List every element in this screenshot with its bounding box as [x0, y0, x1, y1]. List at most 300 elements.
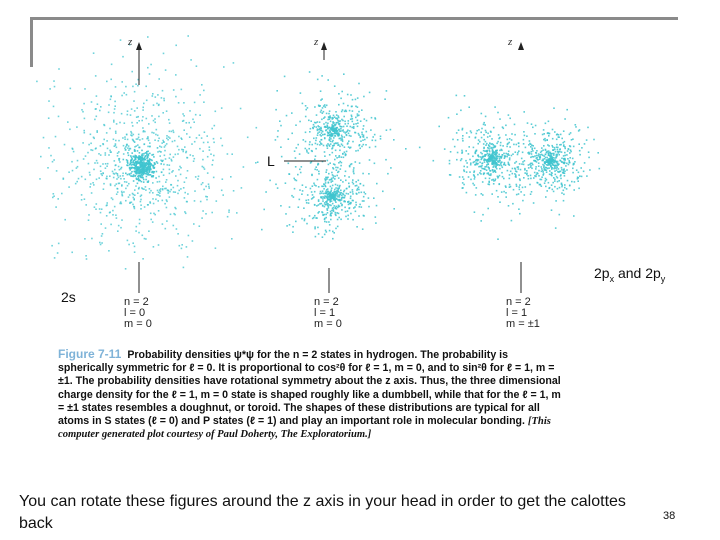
- density-dot: [335, 228, 337, 230]
- density-dot: [162, 90, 164, 92]
- density-dot: [293, 178, 295, 180]
- density-dot: [311, 191, 313, 193]
- density-dot: [134, 189, 136, 191]
- density-dot: [320, 191, 322, 193]
- density-dot: [169, 122, 171, 124]
- density-dot: [102, 172, 104, 174]
- density-dot: [127, 174, 129, 176]
- density-dot: [138, 187, 140, 189]
- density-dot: [188, 122, 190, 124]
- density-dot: [181, 248, 183, 250]
- density-dot: [138, 166, 140, 168]
- density-dot: [100, 170, 102, 172]
- density-dot: [550, 164, 552, 166]
- density-dot: [344, 151, 346, 153]
- density-dot: [542, 160, 544, 162]
- density-dot: [347, 123, 349, 125]
- density-dot: [125, 268, 127, 270]
- density-dot: [213, 142, 215, 144]
- density-dot: [177, 193, 179, 195]
- density-dot: [364, 118, 366, 120]
- density-dot: [353, 207, 355, 209]
- density-dot: [158, 210, 160, 212]
- density-dot: [110, 183, 112, 185]
- density-dot: [177, 180, 179, 182]
- density-dot: [344, 207, 346, 209]
- density-dot: [128, 149, 130, 151]
- density-dot: [485, 130, 487, 132]
- density-dot: [172, 141, 174, 143]
- density-dot: [499, 137, 501, 139]
- density-dot: [558, 134, 560, 136]
- density-dot: [333, 115, 335, 117]
- density-dot: [355, 204, 357, 206]
- density-dot: [464, 95, 466, 97]
- density-dot: [311, 144, 313, 146]
- density-dot: [93, 184, 95, 186]
- density-dot: [140, 199, 142, 201]
- density-dot: [341, 156, 343, 158]
- density-dot: [147, 157, 149, 159]
- density-dot: [256, 127, 258, 129]
- density-dot: [194, 141, 196, 143]
- density-dot: [468, 176, 470, 178]
- z-label-3: z: [508, 36, 513, 48]
- density-dot: [364, 139, 366, 141]
- density-dot: [529, 140, 531, 142]
- density-dot: [95, 147, 97, 149]
- density-dot: [58, 68, 60, 70]
- density-dot: [359, 162, 361, 164]
- density-dot: [128, 196, 130, 198]
- density-dot: [139, 152, 141, 154]
- density-dot: [319, 131, 321, 133]
- density-dot: [580, 167, 582, 169]
- density-dot: [328, 221, 330, 223]
- density-dot: [333, 207, 335, 209]
- density-dot: [514, 124, 516, 126]
- density-dot: [147, 36, 149, 38]
- density-dot: [474, 170, 476, 172]
- density-dot: [100, 154, 102, 156]
- density-dot: [130, 114, 132, 116]
- density-dot: [325, 127, 327, 129]
- density-dot: [288, 163, 290, 165]
- density-dot: [203, 189, 205, 191]
- density-dot: [454, 146, 456, 148]
- density-dot: [147, 204, 149, 206]
- density-dot: [563, 168, 565, 170]
- density-dot: [213, 177, 215, 179]
- density-dot: [114, 105, 116, 107]
- density-dot: [567, 180, 569, 182]
- density-dot: [161, 142, 163, 144]
- density-dot: [142, 109, 144, 111]
- density-dot: [137, 183, 139, 185]
- density-dot: [214, 125, 216, 127]
- density-dot: [209, 149, 211, 151]
- density-dot: [563, 130, 565, 132]
- density-dot: [510, 171, 512, 173]
- density-dot: [347, 94, 349, 96]
- density-dot: [324, 206, 326, 208]
- density-dot: [265, 191, 267, 193]
- density-dot: [483, 139, 485, 141]
- density-dot: [117, 230, 119, 232]
- density-dot: [532, 164, 534, 166]
- density-dot: [146, 173, 148, 175]
- density-dot: [538, 170, 540, 172]
- density-dot: [518, 142, 520, 144]
- density-dot: [336, 133, 338, 135]
- density-dot: [345, 154, 347, 156]
- density-dot: [338, 93, 340, 95]
- density-dot: [504, 162, 506, 164]
- density-dot: [478, 139, 480, 141]
- density-dot: [465, 150, 467, 152]
- density-dot: [120, 175, 122, 177]
- density-dot: [95, 75, 97, 77]
- density-dot: [535, 152, 537, 154]
- density-dot: [153, 171, 155, 173]
- density-dot: [321, 98, 323, 100]
- density-dot: [350, 118, 352, 120]
- density-dot: [531, 145, 533, 147]
- density-dot: [536, 157, 538, 159]
- density-dot: [330, 219, 332, 221]
- density-dot: [368, 206, 370, 208]
- density-dot: [544, 169, 546, 171]
- density-dot: [123, 153, 125, 155]
- density-dot: [106, 140, 108, 142]
- density-dot: [572, 168, 574, 170]
- density-dot: [180, 188, 182, 190]
- density-dot: [115, 132, 117, 134]
- caption-credit: [This computer generated plot courtesy of Paul Doherty, The Exploratorium.]: [58, 416, 551, 441]
- density-dot: [36, 81, 38, 83]
- density-dot: [554, 157, 556, 159]
- density-dot: [545, 154, 547, 156]
- density-dot: [211, 212, 213, 214]
- density-dot: [304, 218, 306, 220]
- density-dot: [280, 205, 282, 207]
- density-dot: [345, 180, 347, 182]
- density-dot: [96, 160, 98, 162]
- density-dot: [468, 153, 470, 155]
- density-dot: [330, 141, 332, 143]
- density-dot: [154, 214, 156, 216]
- density-dot: [549, 159, 551, 161]
- density-dot: [304, 220, 306, 222]
- density-dot: [579, 154, 581, 156]
- density-dot: [507, 170, 509, 172]
- density-dot: [337, 142, 339, 144]
- density-dot: [539, 158, 541, 160]
- density-dot: [157, 151, 159, 153]
- density-dot: [511, 139, 513, 141]
- density-dot: [151, 154, 153, 156]
- density-dot: [323, 111, 325, 113]
- density-dot: [327, 191, 329, 193]
- density-dot: [548, 167, 550, 169]
- qn-m-3: m = ±1: [506, 318, 540, 330]
- density-dot: [345, 171, 347, 173]
- density-dot: [99, 110, 101, 112]
- density-dot: [241, 187, 243, 189]
- density-dot: [328, 113, 330, 115]
- density-dot: [63, 178, 65, 180]
- density-dot: [328, 196, 330, 198]
- density-dot: [138, 180, 140, 182]
- density-dot: [202, 166, 204, 168]
- density-dot: [339, 150, 341, 152]
- density-dot: [110, 99, 112, 101]
- density-dot: [558, 163, 560, 165]
- density-dot: [490, 131, 492, 133]
- density-dot: [362, 200, 364, 202]
- density-dot: [347, 210, 349, 212]
- density-dot: [491, 179, 493, 181]
- density-dot: [128, 183, 130, 185]
- density-dot: [175, 208, 177, 210]
- density-dot: [475, 137, 477, 139]
- density-dot: [134, 155, 136, 157]
- density-dot: [133, 174, 135, 176]
- density-dot: [61, 193, 63, 195]
- density-dot: [531, 123, 533, 125]
- density-dot: [299, 121, 301, 123]
- density-dot: [110, 151, 112, 153]
- density-dot: [576, 169, 578, 171]
- density-dot: [157, 162, 159, 164]
- density-dot: [488, 145, 490, 147]
- density-dot: [554, 131, 556, 133]
- density-dot: [121, 203, 123, 205]
- density-dot: [213, 155, 215, 157]
- density-dot: [170, 184, 172, 186]
- density-dot: [475, 151, 477, 153]
- density-dot: [350, 192, 352, 194]
- density-dot: [131, 71, 133, 73]
- density-dot: [513, 189, 515, 191]
- density-dot: [311, 198, 313, 200]
- density-dot: [300, 92, 302, 94]
- density-dot: [167, 139, 169, 141]
- density-dot: [518, 166, 520, 168]
- density-dot: [315, 236, 317, 238]
- density-dot: [334, 205, 336, 207]
- density-dot: [317, 179, 319, 181]
- density-dot: [204, 168, 206, 170]
- density-dot: [361, 109, 363, 111]
- density-dot: [529, 153, 531, 155]
- density-dot: [488, 173, 490, 175]
- density-dot: [101, 235, 103, 237]
- density-dot: [339, 146, 341, 148]
- density-dot: [169, 137, 171, 139]
- density-dot: [456, 132, 458, 134]
- density-dot: [551, 184, 553, 186]
- density-dot: [332, 118, 334, 120]
- density-dot: [333, 194, 335, 196]
- density-dot: [573, 146, 575, 148]
- density-dot: [331, 172, 333, 174]
- density-dot: [511, 155, 513, 157]
- density-dot: [566, 163, 568, 165]
- density-dot: [353, 183, 355, 185]
- density-dot: [492, 166, 494, 168]
- density-dot: [163, 141, 165, 143]
- density-dot: [165, 158, 167, 160]
- density-dot: [350, 202, 352, 204]
- density-dot: [178, 149, 180, 151]
- density-dot: [179, 166, 181, 168]
- density-dot: [310, 128, 312, 130]
- density-dot: [119, 169, 121, 171]
- density-dot: [204, 131, 206, 133]
- density-dot: [561, 184, 563, 186]
- density-dot: [545, 196, 547, 198]
- density-dot: [139, 168, 141, 170]
- density-dot: [355, 150, 357, 152]
- density-dot: [191, 143, 193, 145]
- density-dot: [315, 185, 317, 187]
- density-dot: [491, 162, 493, 164]
- density-dot: [352, 193, 354, 195]
- label-2p: 2p: [594, 265, 610, 281]
- density-dot: [522, 200, 524, 202]
- density-dot: [521, 163, 523, 165]
- density-dot: [243, 166, 245, 168]
- density-dot: [481, 113, 483, 115]
- density-dot: [296, 147, 298, 149]
- density-dot: [536, 172, 538, 174]
- density-dot: [215, 111, 217, 113]
- density-dot: [543, 129, 545, 131]
- density-dot: [94, 162, 96, 164]
- density-dot: [56, 170, 58, 172]
- density-dot: [115, 140, 117, 142]
- density-dot: [520, 191, 522, 193]
- density-dot: [500, 142, 502, 144]
- density-dot: [209, 146, 211, 148]
- density-dot: [261, 229, 263, 231]
- density-dot: [143, 181, 145, 183]
- density-dot: [84, 238, 86, 240]
- density-dot: [508, 154, 510, 156]
- density-dot: [328, 182, 330, 184]
- density-dot: [317, 212, 319, 214]
- density-dot: [200, 201, 202, 203]
- density-dot: [474, 211, 476, 213]
- density-dot: [330, 211, 332, 213]
- density-dot: [247, 137, 249, 139]
- density-dot: [353, 173, 355, 175]
- density-dot: [295, 124, 297, 126]
- density-dot: [321, 110, 323, 112]
- density-dot: [275, 184, 277, 186]
- density-dot: [216, 200, 218, 202]
- density-dot: [338, 115, 340, 117]
- density-dot: [584, 143, 586, 145]
- density-dot: [333, 163, 335, 165]
- density-dot: [433, 160, 435, 162]
- density-dot: [318, 171, 320, 173]
- density-dot: [133, 197, 135, 199]
- density-dot: [286, 115, 288, 117]
- density-dot: [573, 164, 575, 166]
- density-dot: [543, 155, 545, 157]
- density-dot: [158, 116, 160, 118]
- density-dot: [557, 181, 559, 183]
- density-dot: [152, 93, 154, 95]
- density-dot: [129, 168, 131, 170]
- density-dot: [327, 160, 329, 162]
- density-dot: [175, 45, 177, 47]
- density-dot: [222, 178, 224, 180]
- density-dot: [524, 172, 526, 174]
- density-dot: [538, 155, 540, 157]
- density-dot: [135, 83, 137, 85]
- density-dot: [335, 167, 337, 169]
- density-dot: [188, 235, 190, 237]
- density-dot: [277, 136, 279, 138]
- density-dot: [491, 153, 493, 155]
- density-dot: [501, 161, 503, 163]
- density-dot: [332, 152, 334, 154]
- density-dot: [365, 144, 367, 146]
- density-dot: [314, 226, 316, 228]
- density-dot: [363, 96, 365, 98]
- density-dot: [297, 174, 299, 176]
- density-dot: [306, 223, 308, 225]
- density-dot: [114, 169, 116, 171]
- density-dot: [55, 136, 57, 138]
- density-dot: [140, 176, 142, 178]
- density-dot: [130, 134, 132, 136]
- density-dot: [491, 193, 493, 195]
- density-dot: [530, 175, 532, 177]
- density-dot: [101, 208, 103, 210]
- density-dot: [485, 159, 487, 161]
- density-dot: [519, 180, 521, 182]
- density-dot: [523, 164, 525, 166]
- density-dot: [203, 142, 205, 144]
- density-dot: [315, 143, 317, 145]
- density-dot: [548, 182, 550, 184]
- density-dot: [106, 81, 108, 83]
- density-dot: [357, 120, 359, 122]
- density-dot: [82, 142, 84, 144]
- density-dot: [393, 208, 395, 210]
- density-dot: [543, 166, 545, 168]
- density-dot: [322, 134, 324, 136]
- density-dot: [128, 155, 130, 157]
- density-dot: [103, 183, 105, 185]
- density-dot: [197, 178, 199, 180]
- density-dot: [306, 149, 308, 151]
- density-dot: [470, 162, 472, 164]
- density-dot: [343, 157, 345, 159]
- density-dot: [70, 88, 72, 90]
- density-dot: [113, 139, 115, 141]
- density-dot: [338, 144, 340, 146]
- density-dot: [88, 163, 90, 165]
- density-dot: [560, 134, 562, 136]
- density-dot: [92, 150, 94, 152]
- density-dot: [474, 164, 476, 166]
- density-dot: [279, 120, 281, 122]
